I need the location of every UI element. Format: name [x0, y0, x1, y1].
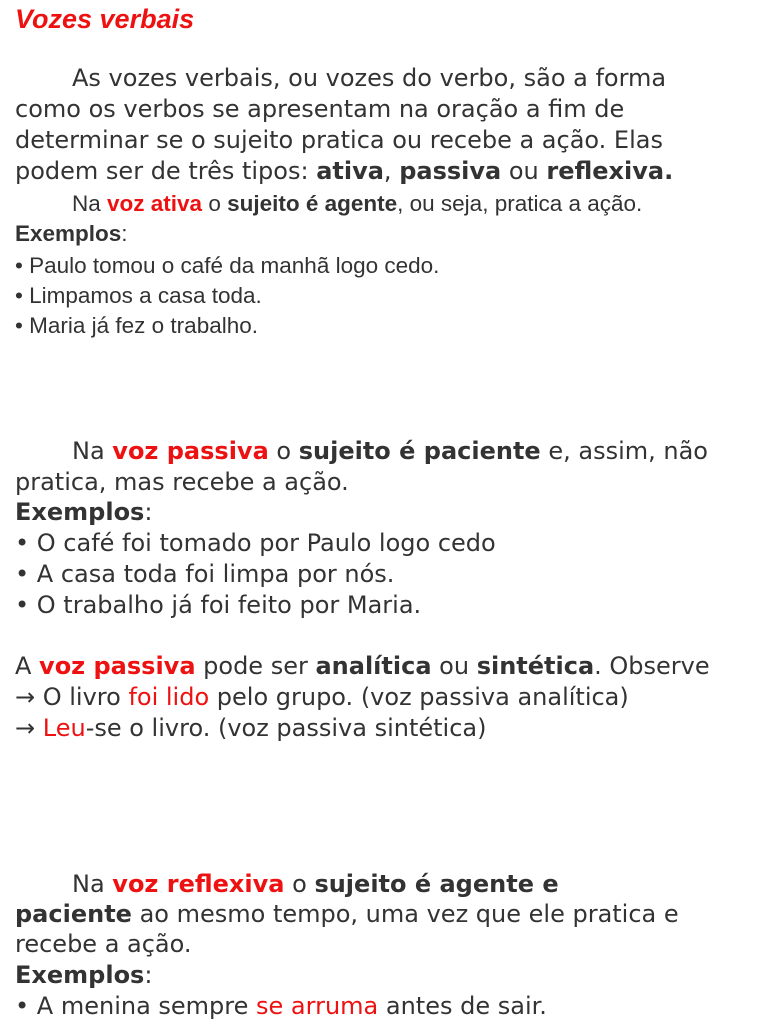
intro-line: determinar se o sujeito pratica ou recebe a ação. Elas: [15, 126, 663, 154]
text: o: [284, 870, 315, 898]
passiva-definition-cont: pratica, mas recebe a ação.: [15, 468, 349, 496]
list-item: • O café foi tomado por Paulo logo cedo: [15, 529, 496, 557]
intro-line: As vozes verbais, ou vozes do verbo, são a forma: [72, 64, 667, 92]
highlight-verb: Leu: [42, 714, 86, 742]
list-item: • O trabalho já foi feito por Maria.: [15, 591, 422, 619]
examples-heading: [15, 961, 152, 989]
example-sintetica: [15, 714, 487, 742]
intro-line: [15, 157, 673, 185]
list-item: [15, 992, 547, 1020]
examples-label: Exemplos: [15, 498, 145, 526]
text: o: [202, 191, 228, 216]
sujeito-paciente: paciente: [15, 900, 132, 928]
text: -se o livro. (voz passiva sintética): [85, 714, 487, 742]
text: o: [268, 437, 299, 465]
text: e, assim, não: [540, 437, 708, 465]
example-analitica: [15, 683, 629, 711]
sujeito-agente: sujeito é agente: [227, 191, 398, 216]
examples-heading: [15, 221, 128, 247]
type-reflexiva: reflexiva.: [546, 157, 674, 185]
term-analitica: analítica: [315, 652, 432, 680]
intro-text: ,: [383, 157, 400, 185]
term-voz-ativa: voz ativa: [107, 191, 203, 216]
passiva-definition: [15, 437, 708, 465]
intro-text: podem ser de três tipos:: [15, 157, 317, 185]
list-item: • Paulo tomou o café da manhã logo cedo.: [15, 253, 440, 278]
list-item: • Limpamos a casa toda.: [15, 283, 262, 308]
text: , ou seja, pratica a ação.: [397, 191, 643, 216]
examples-heading: [15, 498, 152, 526]
type-ativa: ativa: [316, 157, 384, 185]
highlight-verb: se arruma: [256, 992, 379, 1020]
text: ao mesmo tempo, uma vez que ele pratica e: [131, 900, 679, 928]
text: :: [144, 961, 153, 989]
term-voz-reflexiva: voz reflexiva: [112, 870, 285, 898]
list-item: • A casa toda foi limpa por nós.: [15, 560, 395, 588]
type-passiva: passiva: [399, 157, 502, 185]
sujeito-agente-paciente: sujeito é agente e: [314, 870, 559, 898]
intro-line: como os verbos se apresentam na oração a fim de: [15, 95, 625, 123]
term-voz-passiva: voz passiva: [112, 437, 269, 465]
text: →: [15, 714, 43, 742]
text: ou: [431, 652, 477, 680]
term-sintetica: sintética: [476, 652, 595, 680]
text: pelo grupo. (voz passiva analítica): [209, 683, 629, 711]
list-item: • Maria já fez o trabalho.: [15, 313, 258, 338]
intro-text: ou: [501, 157, 547, 185]
text: :: [144, 498, 153, 526]
text: pode ser: [195, 652, 316, 680]
text: Na: [72, 437, 113, 465]
reflexiva-definition: [15, 870, 559, 898]
examples-label: Exemplos: [15, 221, 122, 246]
text: . Observe: [594, 652, 710, 680]
tipos-intro: [15, 652, 710, 680]
reflexiva-definition-cont: recebe a ação.: [15, 930, 192, 958]
text: antes de sair.: [378, 992, 547, 1020]
sujeito-paciente: sujeito é paciente: [298, 437, 541, 465]
text: A: [15, 652, 40, 680]
examples-label: Exemplos: [15, 961, 145, 989]
highlight-verb: foi lido: [128, 683, 210, 711]
text: Na: [72, 191, 108, 216]
reflexiva-definition-cont: [15, 900, 679, 928]
term-voz-passiva: voz passiva: [39, 652, 196, 680]
page-title: Vozes verbais: [15, 4, 195, 34]
text: :: [121, 221, 128, 246]
text: Na: [72, 870, 113, 898]
text: • A menina sempre: [15, 992, 257, 1020]
text: → O livro: [15, 683, 129, 711]
ativa-definition: [15, 191, 642, 217]
